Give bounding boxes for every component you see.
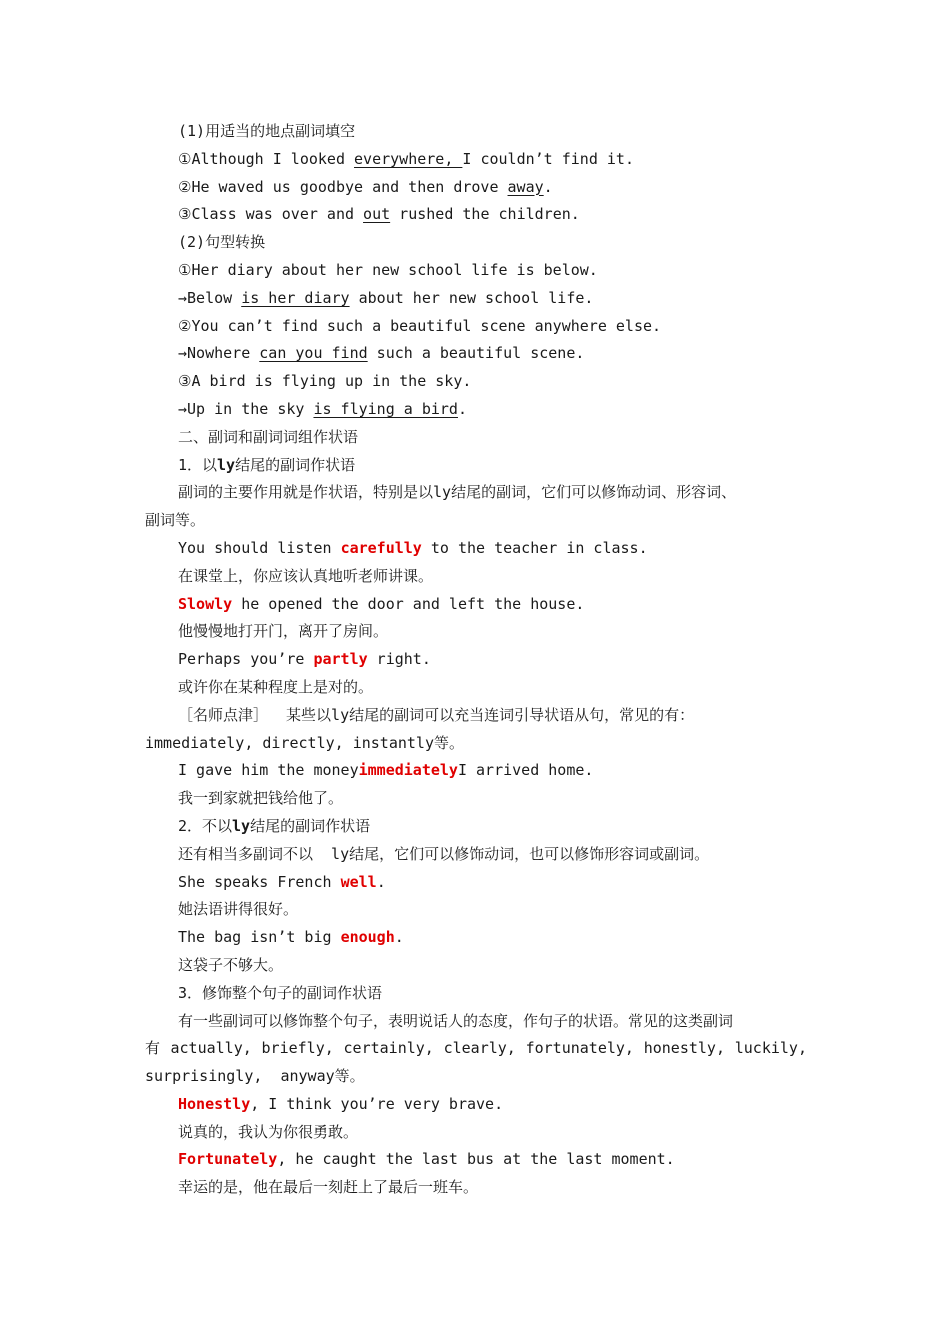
exercise-2-s3: ③A bird is flying up in the sky. <box>178 372 472 391</box>
exercise-2-s2: ②You can’t find such a beautiful scene anywhere else. <box>178 316 662 335</box>
example-sentence: The bag isn’t big enough. <box>178 928 404 947</box>
example-sentence: Slowly he opened the door and left the house. <box>178 594 585 613</box>
example-sentence: She speaks French well. <box>178 872 386 891</box>
exercise-1-q3: ③Class was over and out rushed the children. <box>178 205 580 224</box>
document-page <box>0 118 950 1202</box>
answer-blank: is her diary <box>241 288 350 307</box>
exercise-2-a3: →Up in the sky is flying a bird. <box>178 399 467 418</box>
keyword: Fortunately <box>178 1150 278 1169</box>
example-sentence: You should listen carefully to the teacher in class. <box>178 538 648 557</box>
exercise-1-title: (1)用适当的地点副词填空 <box>178 122 356 140</box>
keyword: immediately <box>358 761 458 780</box>
subsection-2-desc: 还有相当多副词不以 ly结尾，它们可以修饰动词，也可以修饰形容词或副词。 <box>178 844 710 863</box>
example-translation: 这袋子不够大。 <box>178 955 284 974</box>
example-translation: 或许你在某种程度上是对的。 <box>178 677 374 696</box>
subsection-3-desc-line1: 有一些副词可以修饰整个句子，表明说话人的态度，作句子的状语。常见的这类副词 <box>178 1011 734 1030</box>
keyword: enough <box>340 928 395 947</box>
subsection-3-desc-line3: surprisingly, anyway等。 <box>145 1067 365 1086</box>
exercise-1-q1: ①Although I looked everywhere, I couldn’t find it. <box>178 149 634 168</box>
example-translation: 说真的，我认为你很勇敢。 <box>178 1122 359 1141</box>
answer-blank: can you find <box>259 344 368 363</box>
answer-blank: out <box>363 205 391 224</box>
section-heading: 二、副词和副词词组作状语 <box>178 427 359 446</box>
example-sentence: Honestly, I think you’re very brave. <box>178 1094 504 1113</box>
example-sentence: Perhaps you’re partly right. <box>178 650 431 669</box>
answer-blank: everywhere, <box>354 149 463 168</box>
example-translation: 幸运的是，他在最后一刻赶上了最后一班车。 <box>178 1178 479 1197</box>
teacher-tip-line2: immediately, directly, instantly等。 <box>145 733 464 752</box>
subsection-1-title: 1．以ly结尾的副词作状语 <box>178 455 356 474</box>
subsection-3-title: 3．修饰整个句子的副词作状语 <box>178 983 383 1002</box>
exercise-2-title: (2)句型转换 <box>178 233 266 252</box>
teacher-tip-line1: ［名师点津］ 某些以ly结尾的副词可以充当连词引导状语从句，常见的有： <box>178 705 695 724</box>
exercise-2-s1: ①Her diary about her new school life is below. <box>178 260 598 279</box>
answer-blank: away <box>507 177 544 196</box>
answer-blank: is flying a bird <box>313 399 458 418</box>
exercise-1-q2: ②He waved us goodbye and then drove away. <box>178 177 553 196</box>
keyword: partly <box>313 650 368 669</box>
example-translation: 在课堂上，你应该认真地听老师讲课。 <box>178 566 434 585</box>
keyword: carefully <box>340 538 422 557</box>
keyword: well <box>340 872 377 891</box>
example-sentence: Fortunately, he caught the last bus at the last moment. <box>178 1150 675 1169</box>
subsection-2-title: 2．不以ly结尾的副词作状语 <box>178 816 371 835</box>
example-sentence: I gave him the moneyimmediatelyI arrived home. <box>178 761 594 780</box>
example-translation: 我一到家就把钱给他了。 <box>178 789 344 808</box>
exercise-2-a1: →Below is her diary about her new school life. <box>178 288 594 307</box>
keyword: Honestly <box>178 1094 251 1113</box>
subsection-1-desc-line1: 副词的主要作用就是作状语，特别是以ly结尾的副词，它们可以修饰动词、形容词、 <box>178 483 737 502</box>
exercise-2-a2: →Nowhere can you find such a beautiful scene. <box>178 344 585 363</box>
example-translation: 她法语讲得很好。 <box>178 900 299 919</box>
example-translation: 他慢慢地打开门，离开了房间。 <box>178 622 389 641</box>
keyword: Slowly <box>178 594 233 613</box>
subsection-3-desc-line2: 有 actually, briefly, certainly, clearly, fortunately, honestly, luckily, <box>145 1039 807 1058</box>
subsection-1-desc-line2: 副词等。 <box>145 511 206 530</box>
